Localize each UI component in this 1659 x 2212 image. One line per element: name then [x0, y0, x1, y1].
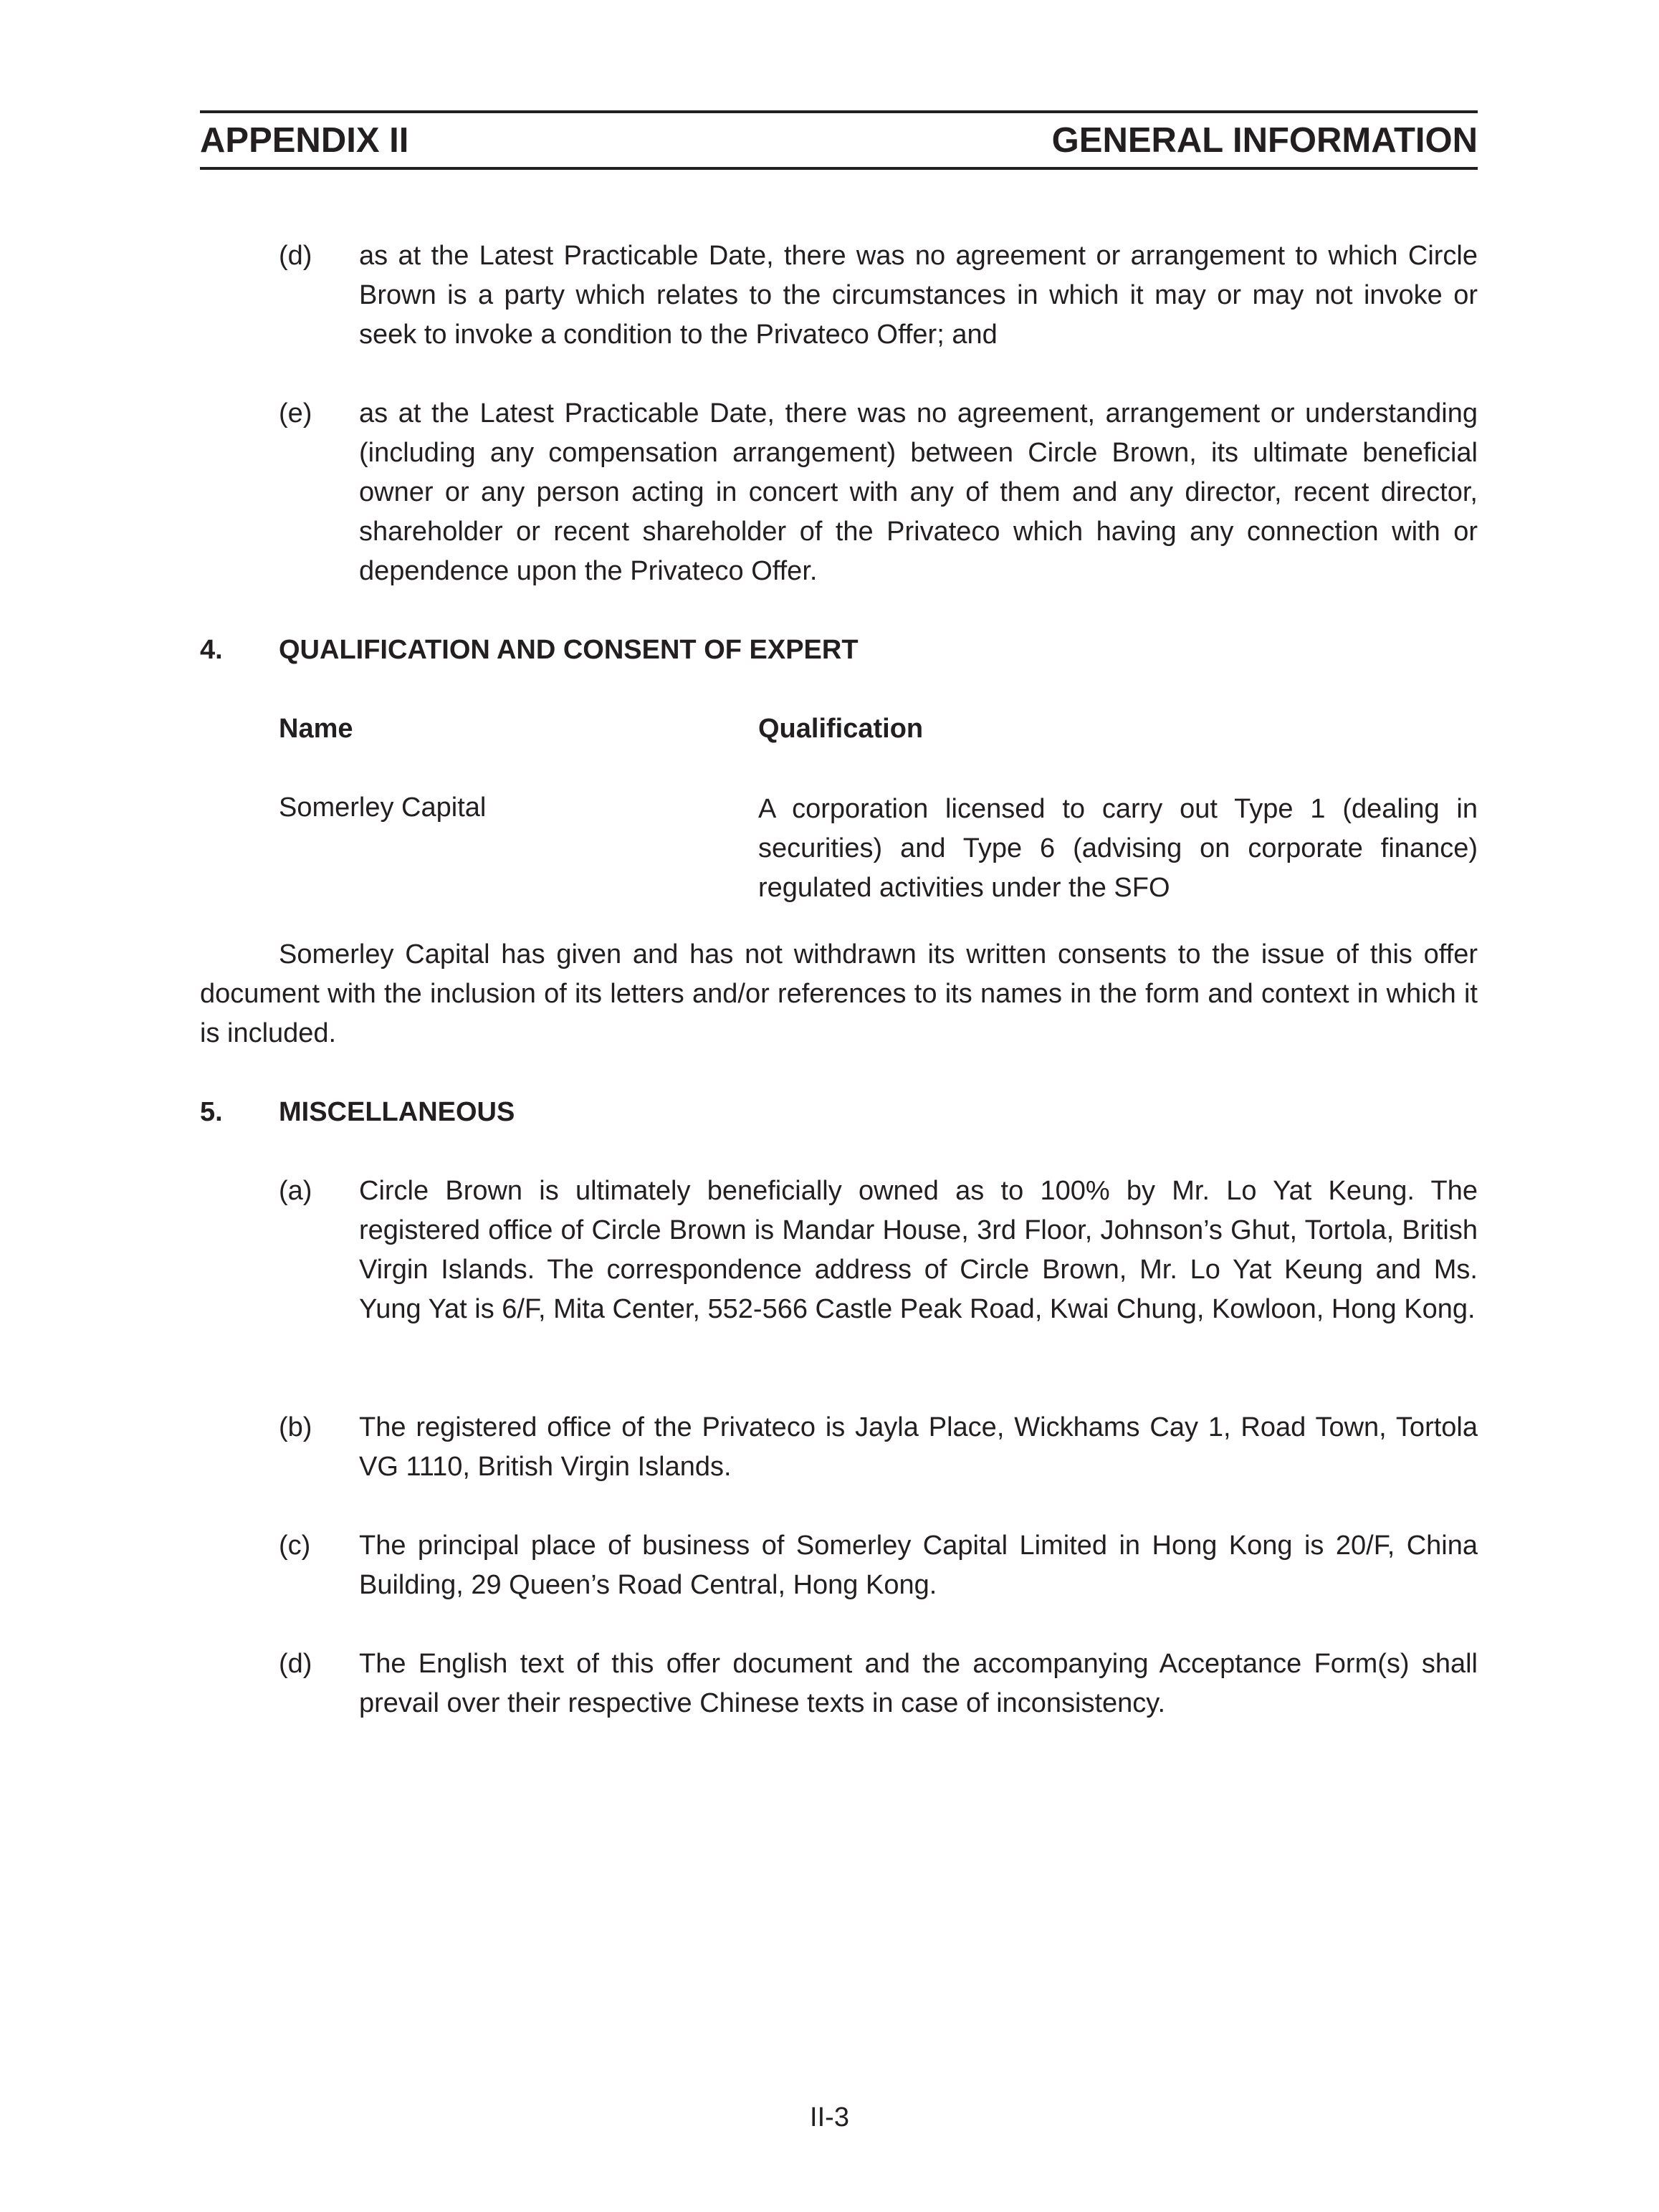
- list-item-label: (d): [279, 241, 312, 271]
- list-item-text: The principal place of business of Somerley Capital Limited in Hong Kong is 20/F, China Building, 29 Queen’s Road Central, Hong Kong.: [359, 1531, 1478, 1600]
- list-item-label: (d): [279, 1649, 312, 1679]
- list-item-text: The registered office of the Privateco is Jayla Place, Wickhams Cay 1, Road Town, Tortola VG 1110, British Virgin Islands.: [359, 1412, 1478, 1482]
- header-bottom-rule: [200, 167, 1478, 170]
- list-item-label: (e): [279, 398, 312, 428]
- expert-qualification: A corporation licensed to carry out Type 1 (dealing in securities) and Type 6 (advising on corporate finance) regulated activities under the SFO: [758, 794, 1478, 903]
- list-item-text: Circle Brown is ultimately beneficially owned as to 100% by Mr. Lo Yat Keung. The registered office of Circle Brown is Mandar House, 3rd Floor, Johnson’s Ghut, Tortola, British Virgin Islands. The correspondence address of Circle Brown, Mr. Lo Yat Keung and Ms. Yung Yat is 6/F, Mita Center, 552-566 Castle Peak Road, Kwai Chung, Kowloon, Hong Kong.: [359, 1176, 1478, 1324]
- section-4-number: 4.: [200, 635, 223, 665]
- list-item-e-top: [279, 394, 1478, 591]
- appendix-label: APPENDIX II: [200, 121, 409, 160]
- list-item-d-top: [279, 236, 1478, 355]
- list-item-label: (a): [279, 1176, 312, 1206]
- expert-table-header-qualification: Qualification: [758, 714, 924, 744]
- list-item-b: [279, 1408, 1478, 1487]
- list-item-label: (c): [279, 1531, 311, 1561]
- section-5-title: MISCELLANEOUS: [279, 1097, 515, 1127]
- header-top-rule: [200, 110, 1478, 113]
- list-item-text: as at the Latest Practicable Date, there was no agreement, arrangement or understanding (including any compensation arrangement) between Circle Brown, its ultimate beneficial owner or any person acting in concert with any of them and any director, recent director, shareholder or recent shareholder of the Privateco which having any connection with or dependence upon the Privateco Offer.: [359, 398, 1478, 586]
- consent-paragraph: Somerley Capital has given and has not withdrawn its written consents to the issue of this offer document with the inclusion of its letters and/or references to its names in the form and context in which it is included.: [200, 939, 1478, 1048]
- section-5-number: 5.: [200, 1097, 223, 1127]
- list-item-text: The English text of this offer document and the accompanying Acceptance Form(s) shall prevail over their respective Chinese texts in case of inconsistency.: [359, 1649, 1478, 1718]
- list-item-c: [279, 1526, 1478, 1605]
- section-4-title: QUALIFICATION AND CONSENT OF EXPERT: [279, 635, 859, 665]
- list-item-d: [279, 1644, 1478, 1723]
- list-item-text: as at the Latest Practicable Date, there was no agreement or arrangement to which Circle Brown is a party which relates to the circumstances in which it may or may not invoke or seek to invoke a condition to the Privateco Offer; and: [359, 241, 1478, 350]
- section-heading: GENERAL INFORMATION: [1051, 121, 1478, 160]
- expert-table-header-name: Name: [279, 714, 353, 744]
- list-item-label: (b): [279, 1412, 312, 1442]
- page-number: II-3: [810, 2102, 849, 2132]
- expert-name: Somerley Capital: [279, 793, 487, 823]
- list-item-a: [279, 1172, 1478, 1329]
